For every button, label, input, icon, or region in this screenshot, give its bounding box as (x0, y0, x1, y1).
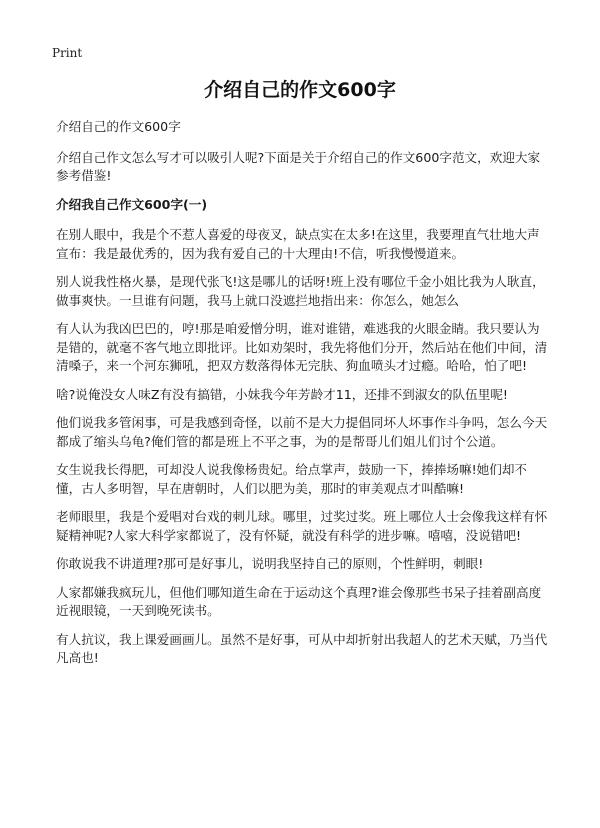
article-body (56, 118, 550, 678)
paragraph-10: 有人抗议，我上课爱画画儿。虽然不是好事，可从中却折射出我超人的艺术天赋，乃当代凡高也! (56, 631, 548, 665)
document-title: 介绍自己的作文600字 (204, 79, 396, 101)
paragraph-2: 别人说我性格火暴，是现代张飞!这是哪儿的话呀!班上没有哪位千金小姐比我为人耿直，做事爽快。一旦谁有问题，我马上就口没遮拦地指出来：你怎么，她怎么 (56, 274, 545, 308)
paragraph-1: 在别人眼中，我是个不惹人喜爱的母夜叉，缺点实在太多!在这里，我要理直气壮地大声宣布：我是最优秀的，因为我有爱自己的十大理由!不信，听我慢慢道来。 (56, 227, 540, 261)
paragraph-3: 有人认为我凶巴巴的，哼!那是咱爱憎分明，谁对谁错，难逃我的火眼金睛。我只要认为是错的，就毫不客气地立即批评。比如劝架时，我先将他们分开，然后站在他们中间，清清嗓子，来一个河东狮吼，把双方数落得体无完肤、狗血喷头才过瘾。哈哈，怕了吧! (56, 321, 548, 373)
paragraph-8: 你敢说我不讲道理?那可是好事儿，说明我坚持自己的原则，个性鲜明，刺眼! (56, 556, 484, 571)
paragraph-5: 他们说我多管闲事，可是我感到奇怪，以前不是大力提倡同坏人坏事作斗争吗，怎么今天都成了缩头乌龟?俺们管的都是班上不平之事，为的是帮哥儿们姐儿们讨个公道。 (56, 415, 548, 449)
paragraph-4: 啥?说俺没女人味Z有没有搞错，小妹我今年芳龄才11，还排不到淑女的队伍里呢! (56, 386, 508, 402)
print-link[interactable]: Print (52, 46, 83, 60)
section-heading: 介绍我自己作文600字(一) (56, 196, 208, 212)
intro-paragraph: 介绍自己作文怎么写才可以吸引人呢?下面是关于介绍自己的作文600字范文，欢迎大家参考借鉴! (56, 149, 541, 183)
paragraph-6: 女生说我长得肥，可却没人说我像杨贵妃。给点掌声，鼓励一下，捧捧场嘛!她们却不懂，古人多明智，早在唐朝时，人们以肥为美，那时的审美观点才叫酷嘛! (56, 462, 528, 496)
article-subtitle: 介绍自己的作文600字 (56, 119, 181, 134)
paragraph-7: 老师眼里，我是个爱唱对台戏的刺儿球。哪里，过奖过奖。班上哪位人士会像我这样有怀疑精神呢?人家大科学家都说了，没有怀疑，就没有科学的进步嘛。嘻嘻，没说错吧! (56, 509, 548, 543)
paragraph-9: 人家都嫌我疯玩儿，但他们哪知道生命在于运动这个真理?谁会像那些书呆子挂着副高度近视眼镜，一天到晚死读书。 (56, 584, 542, 618)
